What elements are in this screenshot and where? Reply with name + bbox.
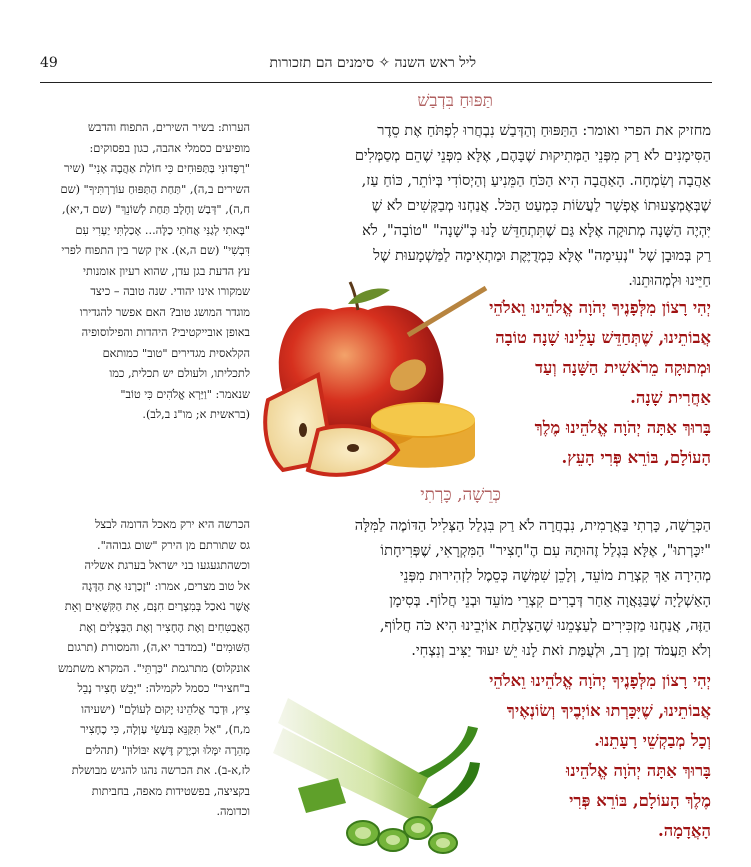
text-line: "בָּאתִי לְגַנִּי אֲחֹתִי כַלָּה... אָכַלְתִּי יַעְרִי עִם (75, 223, 250, 237)
text-line: מְהֵרָה יִמָּלוּ וּכְיֶרֶק דֶּשֶׁא יִבּוֹלוּן" (תהלים (85, 743, 250, 757)
text-line: (בראשית א; מו"נ ב,לב). (142, 408, 250, 421)
text-line: הכרשה היא ירק מאכל הדומה לבצל (94, 518, 250, 531)
text-line: אל טוב מצרים, אמרו: "זָכַרְנוּ אֶת הַדָּגָה (81, 579, 250, 593)
text-line: וּמְתוּקָה מֵרֹאשִׁית הַשָּׁנָה וְעַד (535, 358, 711, 377)
text-line: אונקלוס) מתרגמת "כַּרְתֵּי". המקרא משתמש (58, 661, 250, 675)
section-heading-apple: תַּפּוּחַ בִּדְבַשׁ (417, 91, 493, 111)
text-line: הַכְּרֵשָׁה, כָּרְתִי בַּאֲרָמִית, נִבְחֲרָה לֹא רַק בִּגְלַל הַצְּלִיל הַדּוֹמֶה לַמִּלָּה (354, 517, 711, 534)
text-line: הָאֲבַטִּחִים וְאֶת הֶחָצִיר וְאֶת הַבְּצָלִים וְאֶת (79, 620, 250, 634)
section2-body (265, 513, 711, 663)
text-line: וְכָל מְבַקְשֵׁי רָעָתֵנוּ. (594, 731, 711, 750)
text-line: אַחֲרִית שָׁנָה. (630, 388, 711, 407)
text-line: ח,ה), "דְּבַשׁ וְחָלָב תַּחַת לְשׁוֹנֵךְ" (שם ד,יא), (62, 203, 250, 216)
text-line: וכשהתגעגעו בני ישראל בערגת אשליה (84, 559, 250, 572)
text-line: שנאמר: "וַיַּרְא אֱלֹהִים כִּי טוֹב" (120, 387, 250, 401)
text-line: מֶלֶךְ הָעוֹלָם, בּוֹרֵא פְּרִי (569, 791, 711, 810)
text-line: לז,א-ב). את הכרשה נהגו להגיש מבושלת (71, 764, 250, 777)
text-line: מחזיק את הפרי ואומר: הַתַּפּוּחַ וְהַדְּבַשׁ נִבְחֲרוּ לִפְתֹּחַ אֶת סֵדֶר (377, 122, 711, 139)
section-heading-leek: כְּרֵשָׁה, כָּרְתִי (420, 485, 501, 505)
text-line: צִיץ, וּדְבַר אֱלֹהֵינוּ יָקוּם לְעוֹלָם" (ישעיהו (81, 702, 250, 716)
section2-prayer (371, 666, 711, 846)
text-line: מְהִירָה אַךְ קִצְרַת מוֹעֵד, וְלָכֵן שִׁמְּשָׁה כְּסֵמֶל לִזְהִירוּת מִפְּנֵי (399, 567, 711, 584)
text-line: אַהֲבָה וְשִׂמְחָה. הָאַהֲבָה הִיא הַכֹּחַ הַמֵּנִיעַ וְהַיְסוֹדִי בְּיוֹתֵר, כּוֹחַ עַז, (361, 172, 711, 189)
text-line: לתכליתו, ולעולם יש תכלית, כמו (109, 367, 250, 380)
text-line: הערות: בשיר השירים, התפוח והדבש (87, 121, 250, 134)
text-line: וכדומה. (216, 805, 250, 818)
text-line: חַיֵּינוּ וּלְמְהוּתֵנוּ. (628, 272, 711, 289)
text-line: שמקורו אינו יהודי. שנה טובה – כיצד (90, 285, 250, 298)
text-line: בָּרוּךְ אַתָּה יְהֹוָה אֱלֹהֵינוּ מֶלֶךְ (534, 418, 711, 437)
text-line: הַשּׁוּמִים" (במדבר יא,ה), והמסורת (תרגום (67, 641, 250, 654)
text-line: "רַפְּדוּנִי בַּתַּפּוּחִים כִּי חוֹלַת אַהֲבָה אָנִי" (שיר (64, 162, 250, 175)
page-number: 49 (40, 55, 58, 71)
text-line: הַסִּימָנִים לֹא רַק מִפְּנֵי הַמְּתִיקוּת שֶׁבָּהֶם, אֶלָּא מִפְּנֵי שֶׁהֵם מְסַמְּלִים (354, 147, 711, 164)
text-line: עץ הדעת בגן עדן, שהוא רעיון אומנותי (82, 264, 250, 278)
text-line: גס שתורתם מן הירק "שום גבוהה". (97, 538, 250, 552)
text-line: מופיעים כסמלי אהבה, כגון בפסוקים: (89, 141, 250, 155)
text-line: הַזֶּה, אֲנַחְנוּ מַזְכִּירִים לְעַצְמֵנוּ שֶׁהַצְלָחַת אוֹיְבֵינוּ הִיא כֹּה חֲלוֹף, (379, 617, 711, 634)
text-line: בקציצה, בפשטידות מאפה, בחביתות (91, 784, 250, 798)
text-line: אֲשֶׁר נֹאכַל בְּמִצְרַיִם חִנָּם, אֵת הַקִּשֻּׁאִים וְאֵת (64, 600, 250, 613)
text-line: מוגדר המושג טוב? האם אפשר להגדירו (79, 305, 250, 319)
text-line: יְהִי רָצוֹן מִלְּפָנֶיךָ יְהֹוָה אֱלֹהֵינוּ וֵאלֹהֵי (489, 671, 711, 690)
text-line: הקלאסית מגדירים "טוב" כמותאם (102, 346, 250, 360)
section2-notes (40, 515, 250, 823)
text-line: בָּרוּךְ אַתָּה יְהֹוָה אֱלֹהֵינוּ (565, 761, 711, 780)
text-line: אֲבוֹתֵינוּ, שֶׁתְּחַדֵּשׁ עָלֵינוּ שָׁנָה טוֹבָה (495, 328, 711, 347)
text-line: שֶׁבְּאֶמְצָעוּתוֹ אֶפְשָׁר לַעֲשׂוֹת כִּמְעַט הַכֹּל. אֲנַחְנוּ מְבַקְּשִׁים לֹא שֶׁ (371, 197, 711, 214)
text-line: דִּבְשִׁי" (שם ה,א). אין קשר בין התפוח לפרי (61, 244, 250, 257)
section1-body (265, 118, 711, 293)
text-line: וְלֹא תַּעֲמֹד זְמַן רַב, וּלְעֻמַּת זֹאת לָנוּ יֵשׁ יִעוּד יַצִּיב וְנִצְחִי. (411, 642, 711, 659)
text-line: הָאַשְׁלָיָה שֶׁבַּגַּאֲוָה אַחַר דְּבָרִים קִצְרֵי מוֹעֵד וּבְנֵי חֲלוֹף. בְּסִימָן (389, 592, 711, 609)
text-line: הָאֲדָמָה. (657, 821, 711, 840)
text-line: אֲבוֹתֵינוּ, שֶׁיִּכָּרְתוּ אוֹיְבֶיךָ וְשׂוֹנְאֶיךָ (506, 701, 711, 720)
text-line: רַק בְּמוּבָן שֶׁל "נְעִימָה" אֶלָּא כִּמְדֻיֶּקֶת וּמַתְאִימָה לַמַּשְׁמָעוּת שֶׁל (373, 247, 711, 264)
section1-notes (40, 118, 250, 426)
text-line: הָעוֹלָם, בּוֹרֵא פְּרִי הָעֵץ. (561, 448, 711, 467)
running-header: ליל ראש השנה ✧ סימנים הם תזכורות (269, 55, 476, 71)
text-line: השירים ב,ה), "תַּחַת הַתַּפּוּחַ עוֹרַרְתִּיךָ" (שם (60, 182, 250, 196)
text-line: "יִכָּרְתוּ", אֶלָּא בִּגְלַל זֶהוּתָהּ עִם הֶ"חָצִיר" הַמִּקְרָאִי, שֶׁפְּרִיחָתוֹ (380, 542, 711, 559)
text-line: מ,ח), "אַל תִּקַּנֵּא בְּעֹשֵׂי עַוְלָה, כִּי כֶחָצִיר (80, 723, 250, 736)
header-rule (40, 82, 712, 83)
section1-prayer (381, 293, 711, 473)
text-line: באופן אובייקטיבי? היהדות והפילוסופיה (81, 326, 250, 339)
text-line: יִּהְיֶה הַשָּׁנָה מְתוּקָה אֶלָּא גַּם שֶׁתִּתְחַדֵּשׁ לָנוּ כְּ"שָׁנָה" "טוֹבָה", לֹא (362, 222, 711, 239)
text-line: ב"חציר" כסמל לקמילה: "יָבֵשׁ חָצִיר נָבֵל (77, 682, 250, 695)
text-line: יְהִי רָצוֹן מִלְּפָנֶיךָ יְהֹוָה אֱלֹהֵינוּ וֵאלֹהֵי (489, 298, 711, 317)
